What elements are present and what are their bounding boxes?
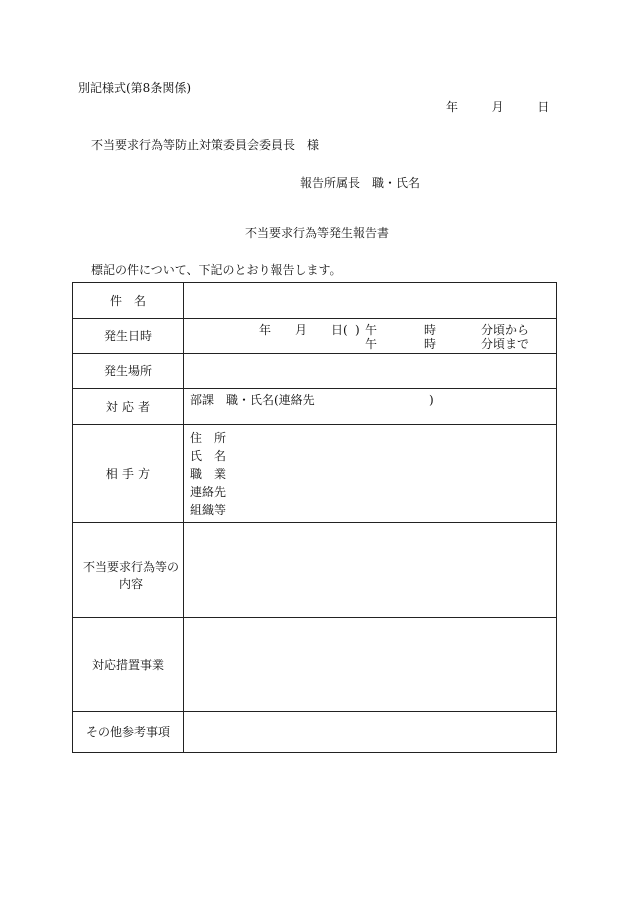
subject-value-cell[interactable] bbox=[184, 283, 557, 319]
row-subject bbox=[73, 283, 557, 319]
row-responder bbox=[73, 389, 557, 425]
row-datetime bbox=[73, 319, 557, 354]
row-party bbox=[73, 425, 557, 523]
content-label: 不当要求行為等の内容 bbox=[73, 523, 184, 618]
dt-minute-to: 分頃まで bbox=[481, 337, 530, 351]
other-label: その他参考事項 bbox=[73, 712, 184, 753]
row-content bbox=[73, 523, 557, 618]
responder-close: ) bbox=[429, 393, 434, 407]
dt-ampm-from: 午 bbox=[365, 323, 378, 337]
dt-month: 月 bbox=[295, 323, 308, 337]
document-title: 不当要求行為等発生報告書 bbox=[245, 226, 390, 240]
date-year: 年 bbox=[446, 100, 459, 114]
party-field-organization: 組織等 bbox=[190, 502, 227, 517]
party-field-name: 氏 名 bbox=[190, 448, 227, 463]
dt-minute-from: 分頃から bbox=[481, 323, 530, 337]
measures-label: 対応措置事業 bbox=[73, 618, 184, 712]
date-day: 日 bbox=[537, 100, 550, 114]
other-value-cell[interactable] bbox=[184, 712, 557, 753]
addressee: 不当要求行為等防止対策委員会委員長 様 bbox=[91, 138, 320, 152]
row-other bbox=[73, 712, 557, 753]
responder-value: 部課 職・氏名(連絡先 bbox=[190, 393, 315, 407]
responder-label: 対応者 bbox=[73, 389, 184, 425]
datetime-label: 発生日時 bbox=[73, 319, 184, 354]
place-value-cell[interactable] bbox=[184, 354, 557, 389]
party-label: 相手方 bbox=[73, 425, 184, 523]
row-measures bbox=[73, 618, 557, 712]
dt-weekday-close: ) bbox=[355, 323, 360, 337]
report-form-table bbox=[72, 282, 557, 753]
datetime-value-cell[interactable] bbox=[184, 319, 557, 354]
reporter-line: 報告所属長 職・氏名 bbox=[300, 176, 421, 190]
party-field-list bbox=[184, 429, 556, 519]
dt-day: 日( bbox=[331, 323, 348, 337]
content-value-cell[interactable] bbox=[184, 523, 557, 618]
subject-label: 件 名 bbox=[73, 283, 184, 319]
party-field-address: 住 所 bbox=[190, 430, 227, 445]
party-field-contact: 連絡先 bbox=[190, 484, 227, 499]
dt-year: 年 bbox=[259, 323, 272, 337]
form-label: 別記様式(第8条関係) bbox=[78, 81, 191, 95]
dt-ampm-to: 午 bbox=[365, 337, 378, 351]
dt-hour-to: 時 bbox=[424, 337, 437, 351]
responder-value-cell[interactable] bbox=[184, 389, 557, 425]
measures-value-cell[interactable] bbox=[184, 618, 557, 712]
report-date bbox=[446, 101, 549, 113]
place-label: 発生場所 bbox=[73, 354, 184, 389]
dt-hour-from: 時 bbox=[424, 323, 437, 337]
row-place bbox=[73, 354, 557, 389]
party-field-occupation: 職 業 bbox=[190, 466, 227, 481]
date-month: 月 bbox=[491, 100, 504, 114]
intro-text: 標記の件について、下記のとおり報告します。 bbox=[91, 263, 342, 277]
party-value-cell[interactable] bbox=[184, 425, 557, 523]
